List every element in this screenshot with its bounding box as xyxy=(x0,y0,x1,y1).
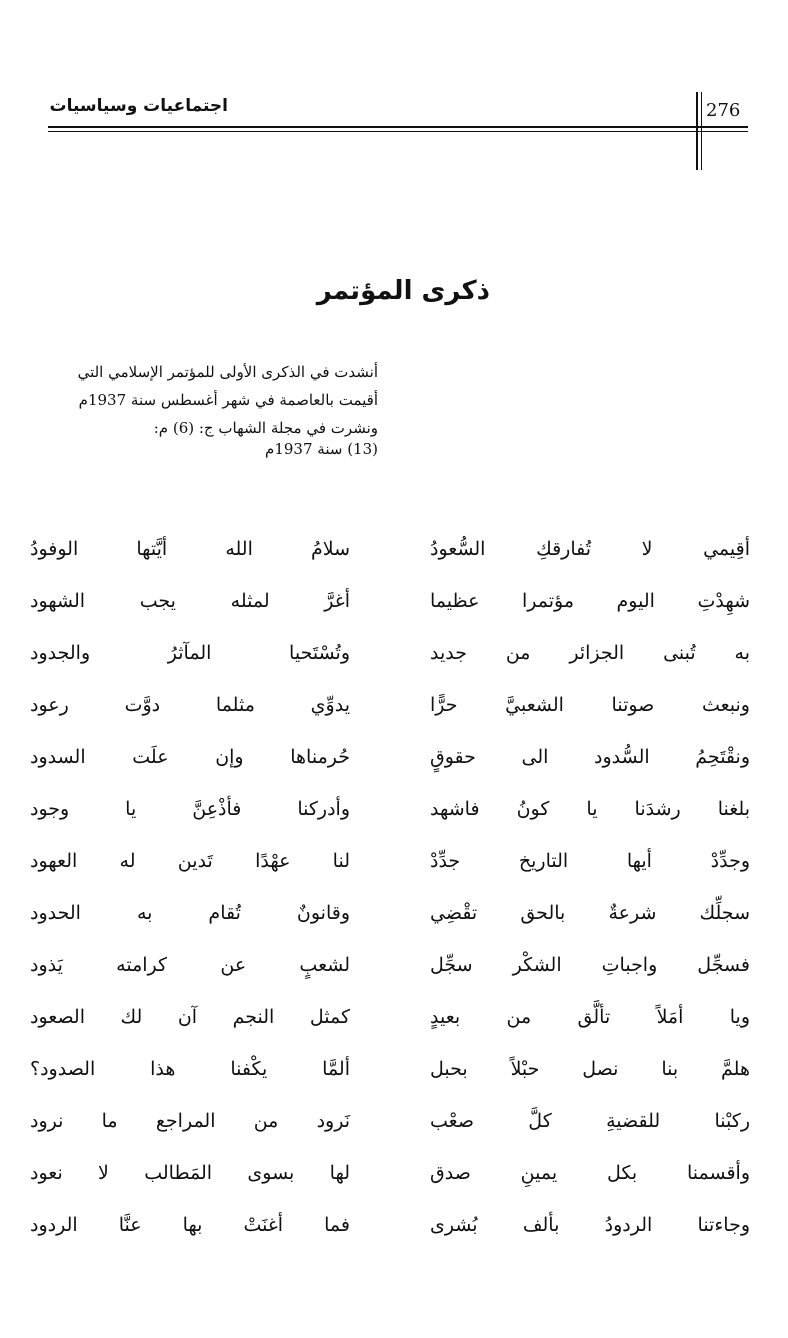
verse-first-half: به تُبنى الجزائر من جديد xyxy=(430,642,750,664)
verse-first-half: ركبْنا للقضيةِ كلَّ صعْب xyxy=(430,1110,750,1132)
verse-first-half: أقِيمي لا تُفارقكِ السُّعودُ xyxy=(430,538,750,560)
verse xyxy=(30,590,750,642)
running-title: اجتماعيات وسياسيات xyxy=(49,96,228,116)
verse-second-half: كمثل النجم آن لك الصعود xyxy=(30,1006,350,1028)
intro-line: ونشرت في مجلة الشهاب ج: (6) م: (13) سنة 1937م xyxy=(153,419,378,458)
verse-first-half: ونبعث صوتنا الشعبيَّ حرًّا xyxy=(430,694,750,716)
verse xyxy=(30,642,750,694)
verse-first-half: سجلِّك شرعةٌ بالحق تقْضِي xyxy=(430,902,750,924)
verse-first-half: بلغنا رشدَنا يا كونُ فاشهد xyxy=(430,798,750,820)
verse-second-half: نَرود من المراجع ما نرود xyxy=(30,1110,350,1132)
verse xyxy=(30,1006,750,1058)
verse-first-half: شهِدْتِ اليوم مؤتمرا عظيما xyxy=(430,590,750,612)
header-vertical-rule xyxy=(696,92,698,170)
poem-title: ذكرى المؤتمر xyxy=(316,276,490,306)
header-vertical-rule-thin xyxy=(701,92,702,170)
verse-first-half: وأقسمنا بكل يمينِ صدق xyxy=(430,1162,750,1184)
verse xyxy=(30,798,750,850)
verse-second-half: لشعبٍ عن كرامته يَذود xyxy=(30,954,350,976)
verse-first-half: ويا أمَلاً تألَّق من بعيدٍ xyxy=(430,1006,750,1028)
verse-second-half: وتُسْتَحيا المآثرُ والجدود xyxy=(30,642,350,664)
verse-second-half: يدوِّي مثلما دوَّت رعود xyxy=(30,694,350,716)
verse-second-half: لها بسوى المَطالب لا نعود xyxy=(30,1162,350,1184)
verse xyxy=(30,850,750,902)
verse xyxy=(30,694,750,746)
page-number: 276 xyxy=(706,100,741,121)
verse-second-half: وأدركنا فأذْعِنَّ يا وجود xyxy=(30,798,350,820)
verse xyxy=(30,902,750,954)
verse xyxy=(30,746,750,798)
header-rule-thin xyxy=(48,131,748,132)
verse xyxy=(30,1058,750,1110)
verse xyxy=(30,1214,750,1266)
intro-line: أقيمت بالعاصمة في شهر أغسطس سنة 1937م xyxy=(78,391,378,409)
verse-second-half: فما أغنَتْ بها عنَّا الردود xyxy=(30,1214,350,1236)
verse xyxy=(30,954,750,1006)
verse-second-half: سلامُ الله أيَّتها الوفودُ xyxy=(30,538,350,560)
intro-line: أنشدت في الذكرى الأولى للمؤتمر الإسلامي التي xyxy=(77,363,378,381)
verse-second-half: ألمَّا يكْفنا هذا الصدود؟ xyxy=(30,1058,350,1080)
verse-first-half: هلمَّ بنا نصل حبْلاً بحبل xyxy=(430,1058,750,1080)
verse-second-half: لنا عهْدًا تَدين له العهود xyxy=(30,850,350,872)
header-rule xyxy=(48,126,748,128)
verse-first-half: وجاءتنا الردودُ بألف بُشرى xyxy=(430,1214,750,1236)
poem-introduction xyxy=(77,362,378,467)
verse-second-half: حُرمناها وإن علَت السدود xyxy=(30,746,350,768)
verse xyxy=(30,1110,750,1162)
verse xyxy=(30,1162,750,1214)
verse xyxy=(30,538,750,590)
verse-first-half: ونقْتَحِمُ السُّدود الى حقوقٍ xyxy=(430,746,750,768)
page-header xyxy=(0,0,788,200)
verse-second-half: أغرَّ لمثله يجب الشهود xyxy=(30,590,350,612)
poem-body xyxy=(30,538,750,1266)
verse-first-half: فسجِّل واجباتِ الشكْر سجِّل xyxy=(430,954,750,976)
verse-second-half: وقانونٌ تُقام به الحدود xyxy=(30,902,350,924)
verse-first-half: وجدِّدْ أيها التاريخ جدِّدْ xyxy=(430,850,750,872)
